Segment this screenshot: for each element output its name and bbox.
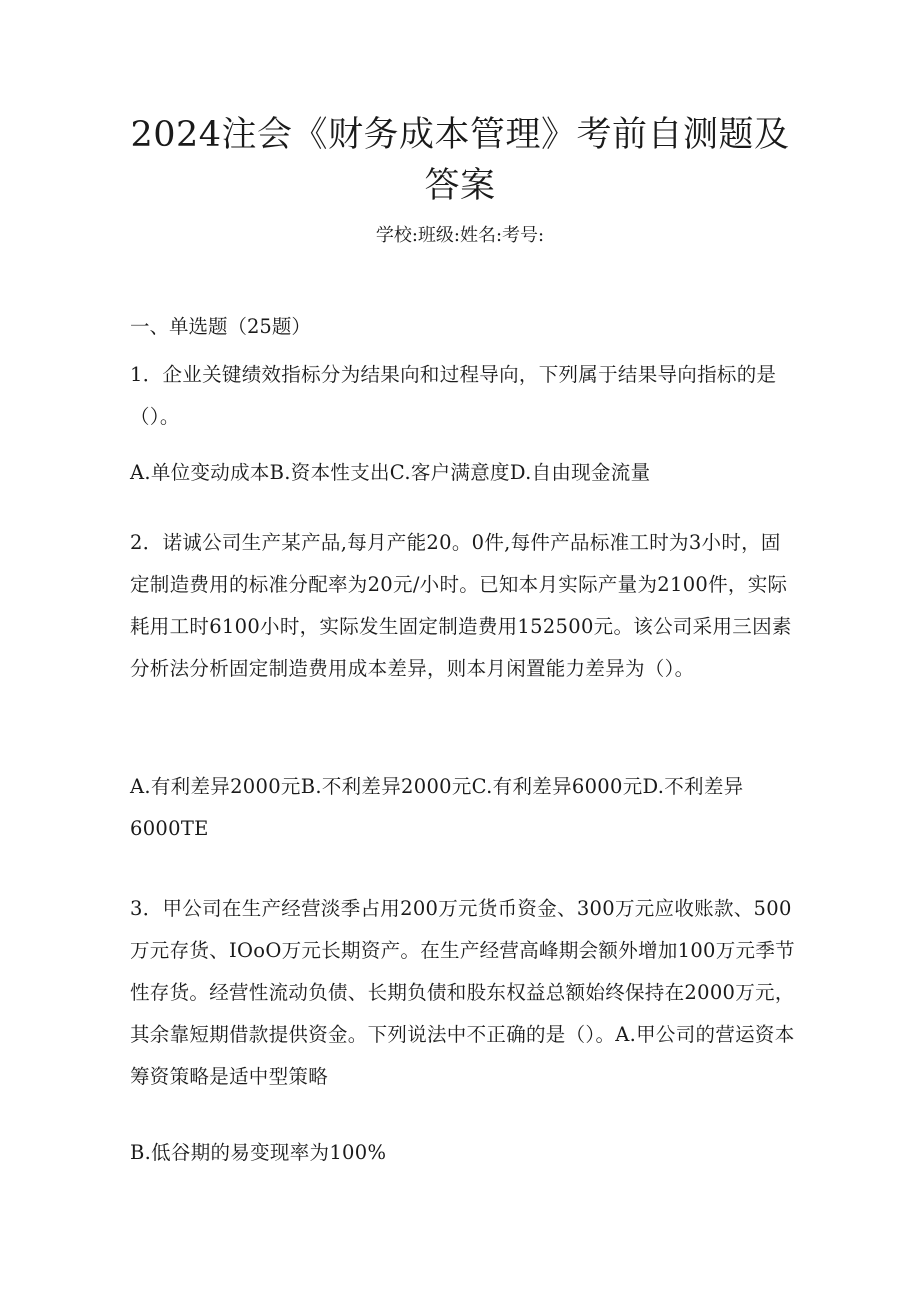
question-3-option-b-text: B.低谷期的易变现率为100% — [130, 1141, 387, 1164]
question-3-option-b — [130, 1132, 795, 1174]
question-1-stem — [130, 354, 795, 438]
question-1-options-text: A.单位变动成本B.资本性支出C.客户满意度D.自由现金流量 — [130, 461, 651, 484]
question-2-options-text: A.有利差异2000元B.不利差异2000元C.有利差异6000元D.不利差异6000TE — [130, 775, 744, 840]
question-2-text: 2．诺诚公司生产某产品,每月产能20。0件,每件产品标准工时为3小时，固定制造费用的标准分配率为20元/小时。已知本月实际产量为2100件，实际耗用工时6100小时，实际发生固定制造费用152500元。该公司采用三因素分析法分析固定制造费用成本差异，则本月闲置能力差异为（）。 — [130, 531, 792, 680]
question-1-text: 1．企业关键绩效指标分为结果向和过程导向，下列属于结果导向指标的是（）。 — [130, 363, 777, 428]
question-3-text: 3．甲公司在生产经营淡季占用200万元货币资金、300万元应收账款、500万元存货、IOoO万元长期资产。在生产经营高峰期会额外增加100万元季节性存货。经营性流动负债、长期负债和股东权益总额始终保持在2000万元，其余靠短期借款提供资金。下列说法中不正确的是（）。A.甲公司的营运资本筹资策略是适中型策略 — [130, 897, 795, 1088]
question-2-options — [130, 766, 795, 850]
question-1-options — [130, 452, 795, 494]
document-title: 2024注会《财务成本管理》考前自测题及答案 — [130, 115, 790, 206]
section-heading: 一、单选题（25题） — [130, 315, 311, 338]
question-2-stem — [130, 522, 795, 690]
question-3-stem — [130, 888, 795, 1098]
document-subtitle: 学校:班级:姓名:考号: — [375, 225, 545, 246]
